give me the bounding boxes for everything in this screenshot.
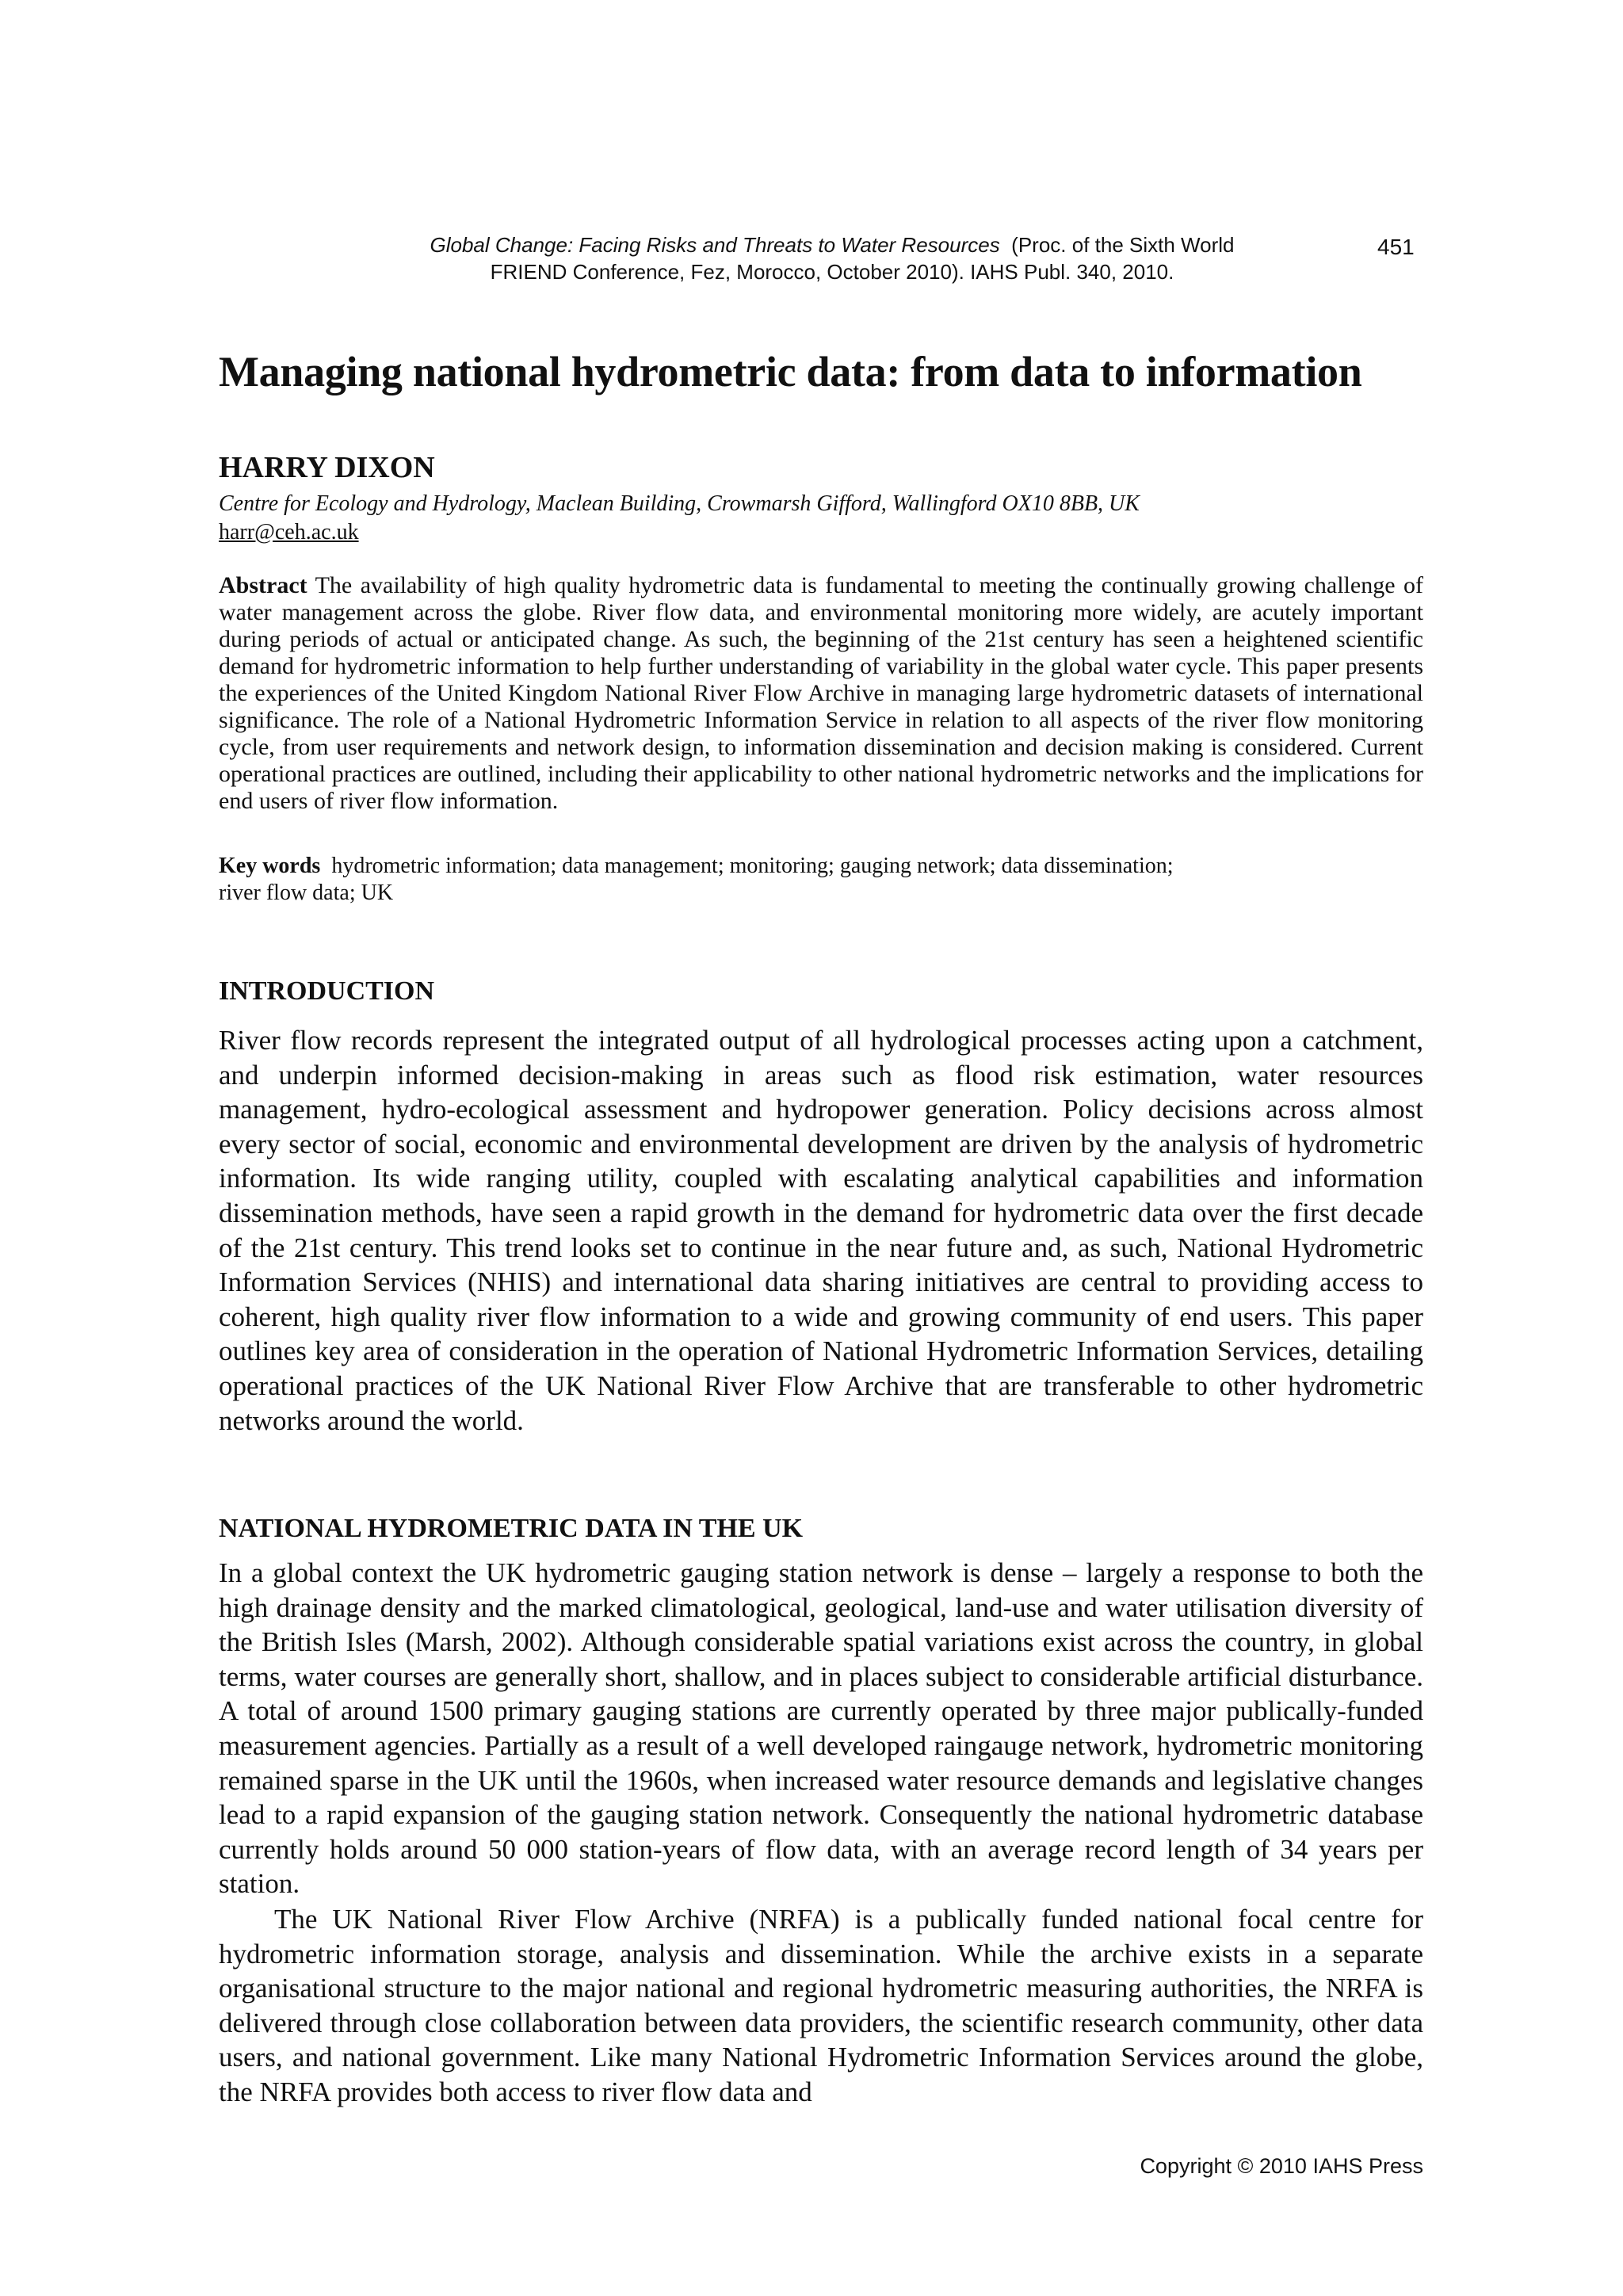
journal-details-2: FRIEND Conference, Fez, Morocco, October 2010). IAHS Publ. 340, 2010. xyxy=(490,260,1174,284)
keywords-label: Key words xyxy=(219,854,321,878)
uk-data-paragraph-1: In a global context the UK hydrometric gauging station network is dense – largely a response to both the high drainage density and the marked climatological, geological, land-use and water utilisation diversity of the British Isles (Marsh, 2002). Although considerable spatial variations exist across the country, in global terms, water courses are generally short, shallow, and in places subject to considerable artificial disturbance. A total of around 1500 primary gauging stations are currently operated by three major publically-funded measurement agencies. Partially as a result of a well developed raingauge network, hydrometric monitoring remained sparse in the UK until the 1960s, when increased water resource demands and legislative changes lead to a rapid expansion of the gauging station network. Consequently the national hydrometric database currently holds around 50 000 station-years of flow data, with an average record length of 34 years per station. xyxy=(219,1557,1423,1900)
keywords xyxy=(219,853,1423,907)
abstract-label: Abstract xyxy=(219,572,307,598)
page-number: 451 xyxy=(1377,235,1415,259)
keywords-line-1: hydrometric information; data management; monitoring; gauging network; data dissemination; xyxy=(331,854,1174,878)
running-header xyxy=(341,231,1323,285)
author-email[interactable]: harr@ceh.ac.uk xyxy=(219,520,359,544)
introduction-paragraph: River flow records represent the integrated output of all hydrological processes acting upon a catchment, and underpin informed decision-making in areas such as flood risk estimation, water resources management, hydro-ecological assessment and hydropower generation. Policy decisions across almost every sector of social, economic and environmental development are driven by the analysis of hydrometric information. Its wide ranging utility, coupled with escalating analytical capabilities and information dissemination methods, have seen a rapid growth in the demand for hydrometric data over the first decade of the 21st century. This trend looks set to continue in the near future and, as such, National Hydrometric Information Services (NHIS) and international data sharing initiatives are central to providing access to coherent, high quality river flow information to a wide and growing community of end users. This paper outlines key area of consideration in the operation of National Hydrometric Information Services, detailing operational practices of the UK National River Flow Archive that are transferable to other hydrometric networks around the world. xyxy=(219,1025,1423,1436)
journal-title: Global Change: Facing Risks and Threats to Water Resources xyxy=(430,233,1000,257)
abstract xyxy=(219,572,1423,815)
section-heading-uk-data: NATIONAL HYDROMETRIC DATA IN THE UK xyxy=(219,1514,804,1543)
keywords-line-2: river flow data; UK xyxy=(219,881,394,905)
uk-data-paragraph-2: The UK National River Flow Archive (NRFA) is a publically funded national focal centre for hydrometric information storage, analysis and dissemination. While the archive exists in a separate organisational structure to the major national and regional hydrometric measuring authorities, the NRFA is delivered through close collaboration between data providers, the scientific research community, other data users, and national government. Like many National Hydrometric Information Services around the globe, the NRFA provides both access to river flow data and xyxy=(219,1904,1423,2107)
author-name: HARRY DIXON xyxy=(219,451,435,484)
section-heading-introduction: INTRODUCTION xyxy=(219,976,435,1006)
journal-details-1: (Proc. of the Sixth World xyxy=(1011,233,1235,257)
copyright-footer: Copyright © 2010 IAHS Press xyxy=(1140,2154,1423,2178)
article-title: Managing national hydrometric data: from data to information xyxy=(219,348,1362,395)
author-affiliation: Centre for Ecology and Hydrology, Maclean Building, Crowmarsh Gifford, Wallingford OX10 8BB, UK xyxy=(219,491,1140,516)
abstract-text: The availability of high quality hydrometric data is fundamental to meeting the continually growing challenge of water management across the globe. River flow data, and environmental monitoring more widely, are acutely important during periods of actual or anticipated change. As such, the beginning of the 21st century has seen a heightened scientific demand for hydrometric information to help further understanding of variability in the global water cycle. This paper presents the experiences of the United Kingdom National River Flow Archive in managing large hydrometric datasets of international significance. The role of a National Hydrometric Information Service in relation to all aspects of the river flow monitoring cycle, from user requirements and network design, to information dissemination and decision making is considered. Current operational practices are outlined, including their applicability to other national hydrometric networks and the implications for end users of river flow information. xyxy=(219,572,1423,814)
